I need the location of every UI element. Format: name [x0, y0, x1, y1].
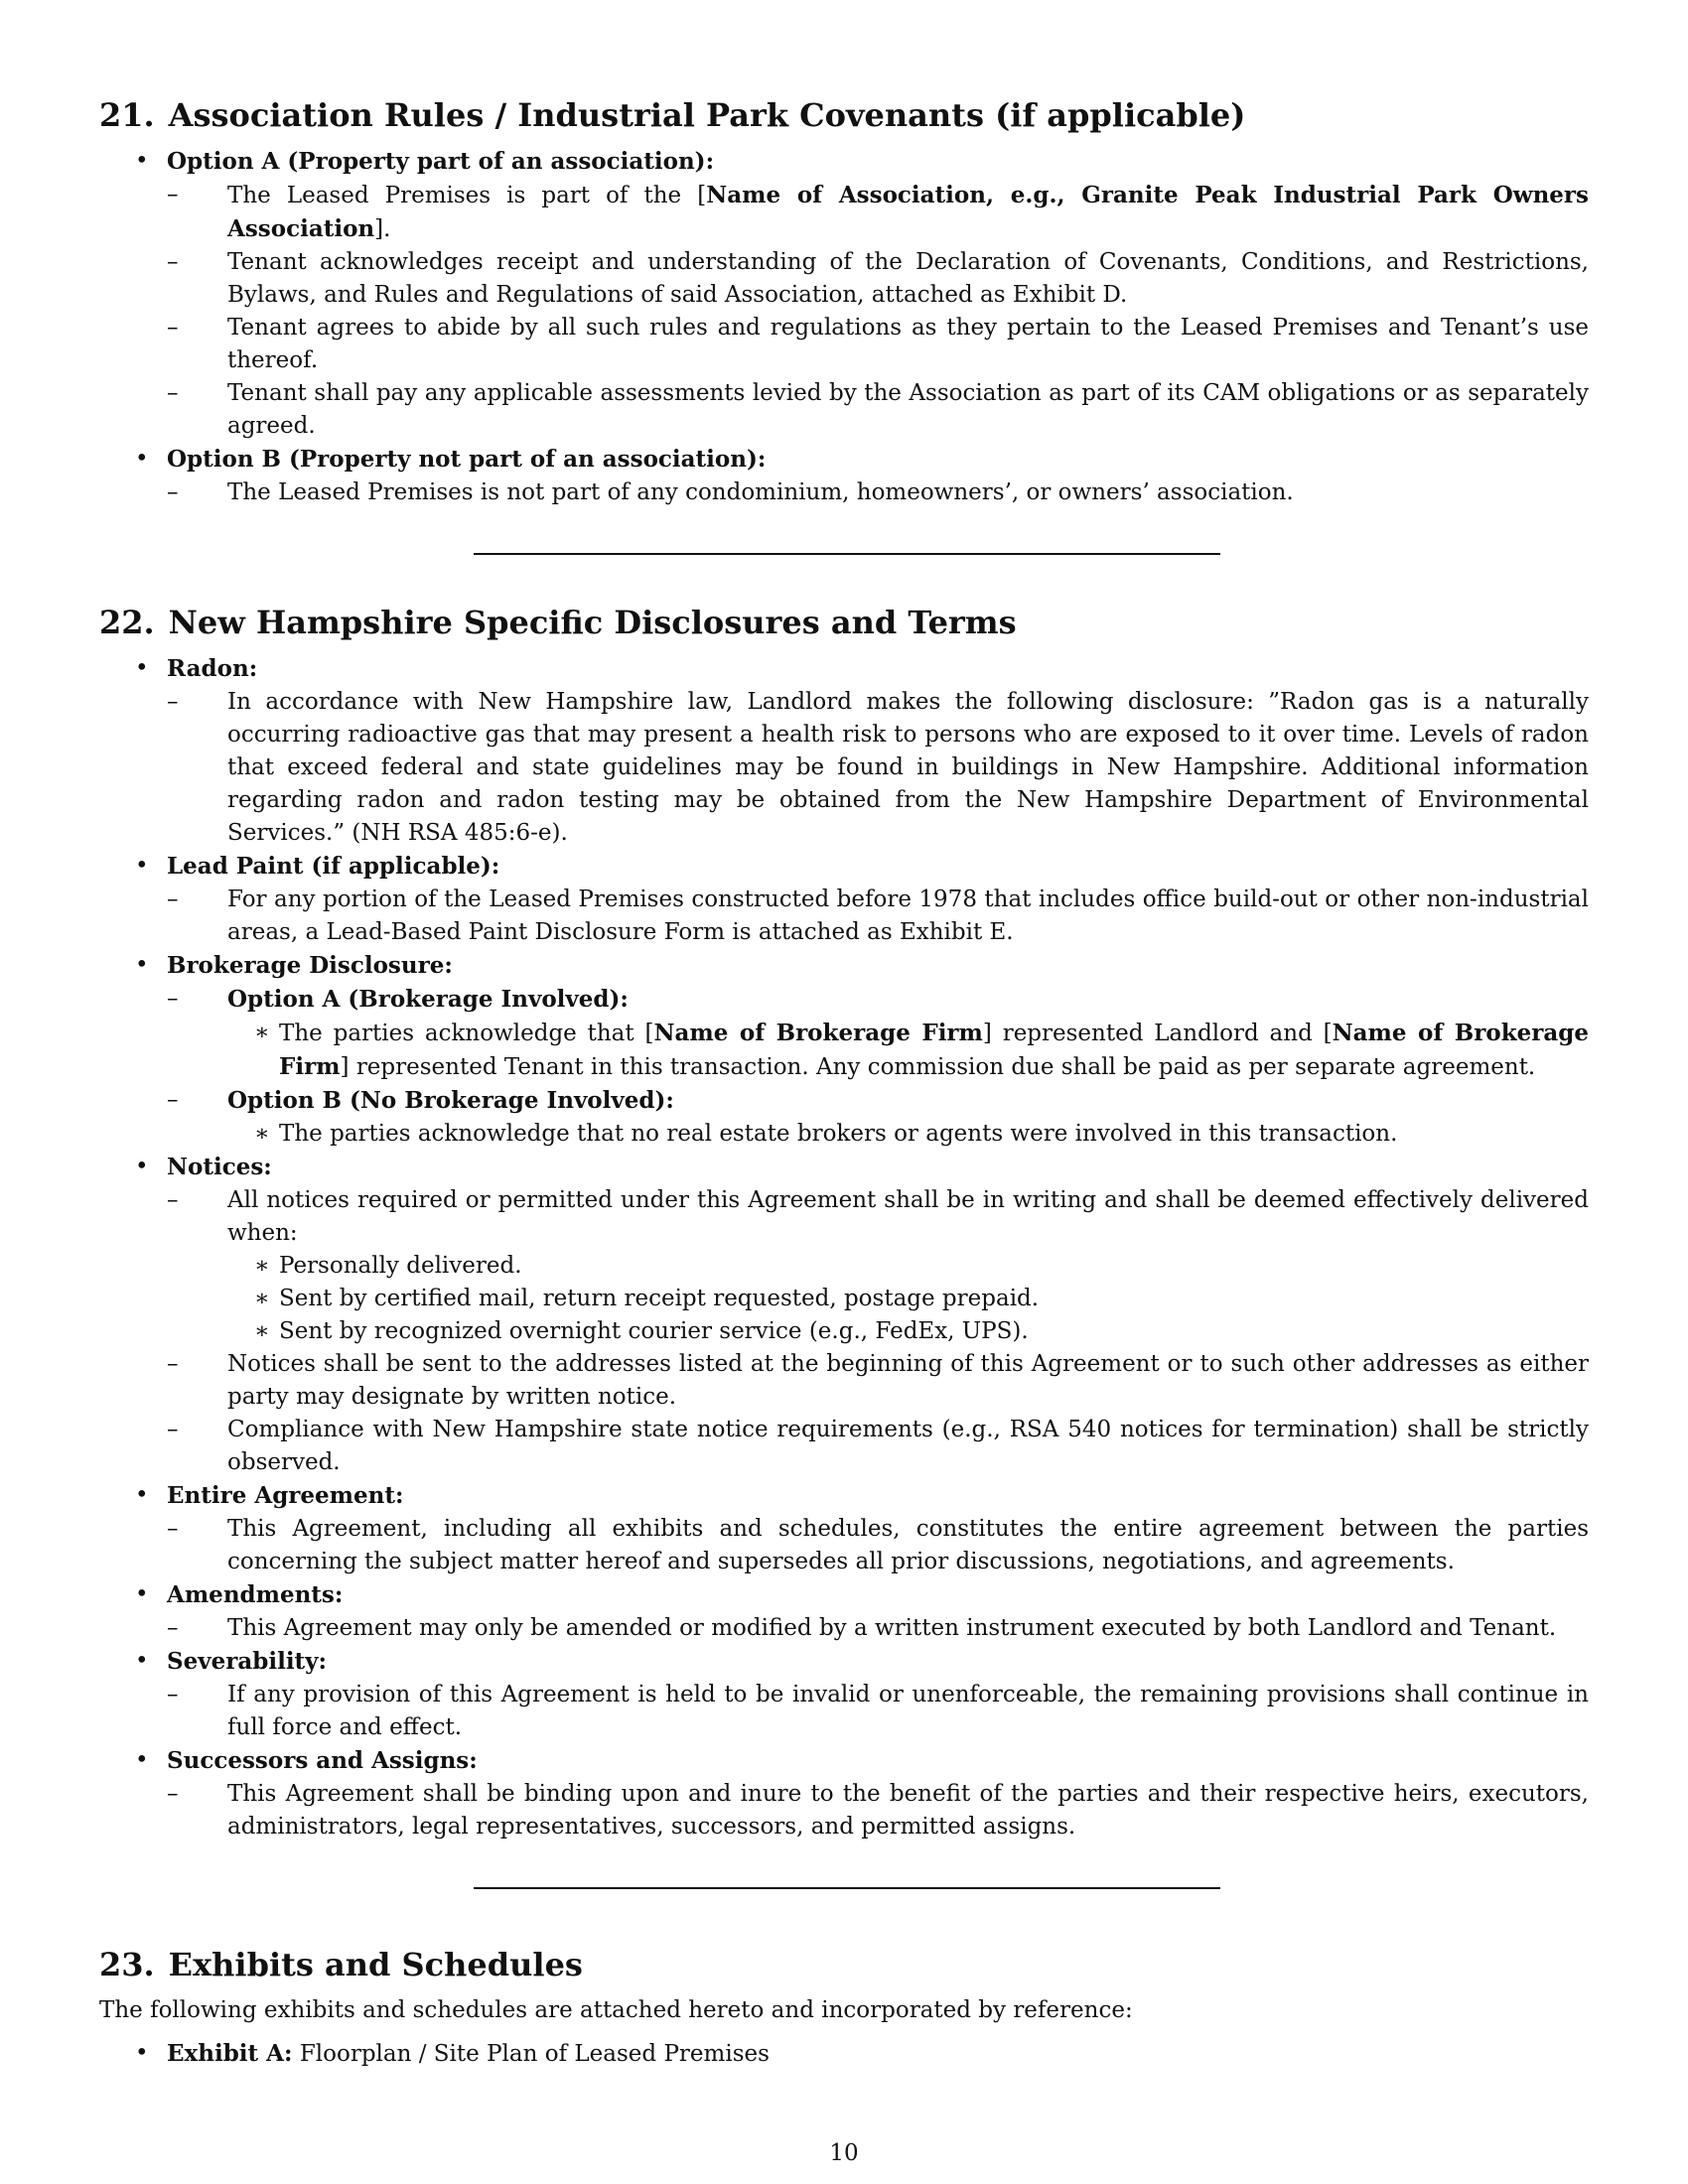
list-item: ∗ Personally delivered. [227, 1250, 1589, 1283]
list-item: – This Agreement shall be binding upon and inure to the benefit of the parties and their respective heirs, executors, administrators, legal representatives, successors, and permitted assigns. [167, 1778, 1589, 1843]
list-item: – This Agreement, including all exhibits and schedules, constitutes the entire agreement between the parties concerning the subject matter hereof and supersedes all prior discussions, negotiations, and agreements. [167, 1513, 1589, 1578]
list-item: ∗ The parties acknowledge that no real estate brokers or agents were involved in this transaction. [227, 1118, 1589, 1151]
section-23-title: Exhibits and Schedules [168, 1946, 583, 1983]
section-21 [99, 95, 1589, 555]
list-item: ∗ Sent by recognized overnight courier service (e.g., FedEx, UPS). [227, 1315, 1589, 1348]
list-item: – In accordance with New Hampshire law, Landlord makes the following disclosure: ”Radon gas is a naturally occurring radioactive gas that may present a health risk to persons who are exposed to it over time. Levels of radon that exceed federal and state guidelines may be found in buildings in New Hampshire. Additional information regarding radon and radon testing may be obtained from the New Hampshire Department of Environmental Services.” (NH RSA 485:6-e). [167, 686, 1589, 850]
document-page [99, 95, 1589, 2071]
list-item: • Entire Agreement: – This Agreement, including all exhibits and schedules, constitutes the entire agreement between the parties concerning the subject matter hereof and supersedes all prior discussions, negotiations, and agreements. [99, 1479, 1589, 1578]
list-item: • Severability: – If any provision of this Agreement is held to be invalid or unenforceable, the remaining provisions shall continue in full force and effect. [99, 1645, 1589, 1744]
list-item: – Option B (No Brokerage Involved): ∗ The parties acknowledge that no real estate brokers or agents were involved in this transaction. [167, 1084, 1589, 1151]
list-item: – If any provision of this Agreement is held to be invalid or unenforceable, the remaining provisions shall continue in full force and effect. [167, 1679, 1589, 1744]
list-item: • Successors and Assigns: – This Agreement shall be binding upon and inure to the benefit of the parties and their respective heirs, executors, administrators, legal representatives, successors, and permitted assigns. [99, 1744, 1589, 1843]
section-23-heading: 23. Exhibits and Schedules [99, 1946, 583, 1983]
list-item: – Tenant shall pay any applicable assessments levied by the Association as part of its CAM obligations or as separately agreed. [167, 377, 1589, 443]
section-21-list [99, 145, 1589, 509]
list-item: – For any portion of the Leased Premises constructed before 1978 that includes office build-out or other non-industrial areas, a Lead-Based Paint Disclosure Form is attached as Exhibit E. [167, 884, 1589, 949]
list-item: • Amendments: – This Agreement may only be amended or modified by a written instrument executed by both Landlord and Tenant. [99, 1578, 1589, 1645]
option-b-label: Option B (Property not part of an association): [167, 446, 767, 473]
list-item: – Tenant agrees to abide by all such rules and regulations as they pertain to the Leased Premises and Tenant’s use thereof. [167, 312, 1589, 377]
section-21-title: Association Rules / Industrial Park Covenants (if applicable) [168, 96, 1246, 134]
section-22-title: New Hampshire Specific Disclosures and Terms [168, 604, 1017, 641]
divider [474, 553, 1220, 555]
list-item: – The Leased Premises is not part of any condominium, homeowners’, or owners’ association. [167, 477, 1589, 509]
list-item: – All notices required or permitted under this Agreement shall be in writing and shall be deemed effectively delivered when: ∗ Personally delivered. ∗ Sent by certified mail, return receipt requested, postage prepaid. ∗ Sent by recognized overnight courier service (e.g., FedEx, UPS). [167, 1184, 1589, 1348]
list-item: – Notices shall be sent to the addresses listed at the beginning of this Agreement or to such other addresses as either party may designate by written notice. [167, 1348, 1589, 1414]
list-item: – The Leased Premises is part of the [Name of Association, e.g., Granite Peak Industrial Park Owners Association]. [167, 179, 1589, 246]
option-a-label: Option A (Property part of an association): [167, 148, 715, 175]
list-item: • Lead Paint (if applicable): – For any portion of the Leased Premises constructed before 1978 that includes office build-out or other non-industrial areas, a Lead-Based Paint Disclosure Form is attached as Exhibit E. [99, 850, 1589, 949]
list-item: – This Agreement may only be amended or modified by a written instrument executed by both Landlord and Tenant. [167, 1612, 1589, 1645]
divider [474, 1887, 1220, 1889]
list-item: • Exhibit A: Floorplan / Site Plan of Leased Premises [99, 2037, 1589, 2071]
list-item: – Option A (Brokerage Involved): ∗ The parties acknowledge that [Name of Brokerage Firm] represented Landlord and [Name of Brokerage Firm] represented Tenant in this transaction. Any commission due shall be paid as per separate agreement. [167, 983, 1589, 1084]
section-21-heading: 21. Association Rules / Industrial Park Covenants (if applicable) [99, 96, 1246, 134]
section-22 [99, 603, 1589, 1889]
exhibits-list [99, 2037, 1589, 2071]
section-22-heading: 22. New Hampshire Specific Disclosures and Terms [99, 604, 1017, 641]
list-item: ∗ Sent by certified mail, return receipt requested, postage prepaid. [227, 1283, 1589, 1315]
list-item: • Radon: – In accordance with New Hampshire law, Landlord makes the following disclosure: ”Radon gas is a naturally occurring radioactive gas that may present a health risk to persons who are exposed to it over time. Levels of radon that exceed federal and state guidelines may be found in buildings in New Hampshire. Additional information regarding radon and radon testing may be obtained from the New Hampshire Department of Environmental Services.” (NH RSA 485:6-e). [99, 652, 1589, 850]
section-23 [99, 1945, 1589, 2071]
list-item: • Notices: – All notices required or permitted under this Agreement shall be in writing and shall be deemed effectively delivered when: ∗ Personally delivered. ∗ Sent by certified mail, return receipt requested, postage prepaid. ∗ Sent by recognized overnight courier service (e.g., FedEx, UPS). – Notices shall be sent to the addresses listed at the beginning of this Agreement or to such other addresses as either party may designate by written notice. – Compliance with New Hampshire state notice requirements (e.g., RSA 540 notices for termination) shall be strictly observed. [99, 1151, 1589, 1479]
list-item: ∗ The parties acknowledge that [Name of Brokerage Firm] represented Landlord and [Name of Brokerage Firm] represented Tenant in this transaction. Any commission due shall be paid as per separate agreement. [227, 1017, 1589, 1084]
page-number: 10 [829, 2140, 859, 2166]
list-item [99, 145, 1589, 443]
list-item: • Brokerage Disclosure: – Option A (Brokerage Involved): ∗ The parties acknowledge that [Name of Brokerage Firm] represented Landlord and [Name of Brokerage Firm] represented Tenant in this transaction. Any commission due shall be paid as per separate agreement. – Option B (No Brokerage Involved): ∗ The parties acknowledge that no real estate brokers or agents were involved in this transaction. [99, 949, 1589, 1151]
section-23-intro: The following exhibits and schedules are attached hereto and incorporated by reference: [99, 1997, 1133, 2023]
section-22-list [99, 652, 1589, 1843]
list-item [99, 443, 1589, 509]
list-item: – Compliance with New Hampshire state notice requirements (e.g., RSA 540 notices for termination) shall be strictly observed. [167, 1414, 1589, 1479]
list-item: – Tenant acknowledges receipt and understanding of the Declaration of Covenants, Conditions, and Restrictions, Bylaws, and Rules and Regulations of said Association, attached as Exhibit D. [167, 246, 1589, 312]
